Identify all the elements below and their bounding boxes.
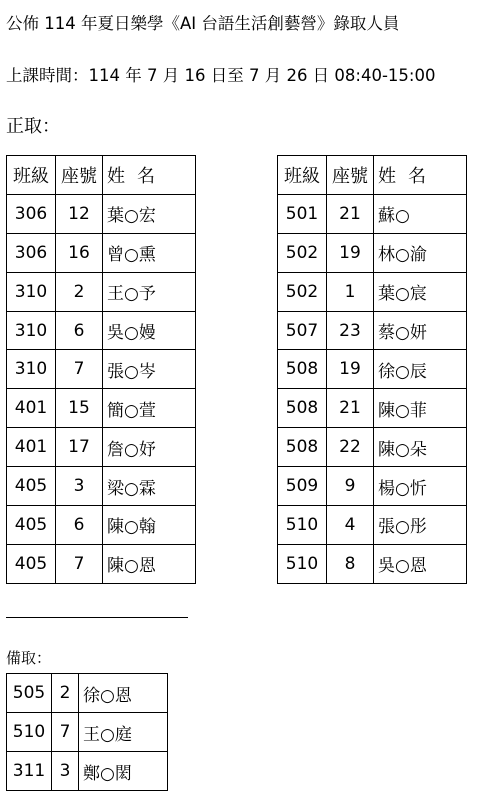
name-cell: 鄭○閎: [79, 752, 168, 791]
class-cell: 401: [7, 389, 56, 428]
name-cell: 陳○翰: [103, 506, 196, 545]
header-class: 班級: [7, 156, 56, 195]
name-cell: 徐○恩: [79, 674, 168, 713]
class-cell: 508: [278, 428, 327, 467]
accepted-table-left: [6, 155, 196, 584]
name-cell: 簡○萱: [103, 389, 196, 428]
seat-cell: 7: [56, 544, 103, 583]
class-cell: 501: [278, 194, 327, 233]
class-cell: 306: [7, 233, 56, 272]
table-row: [7, 194, 196, 233]
class-cell: 306: [7, 194, 56, 233]
name-cell: 陳○恩: [103, 544, 196, 583]
table-row: [7, 311, 196, 350]
seat-cell: 8: [327, 544, 374, 583]
class-cell: 508: [278, 389, 327, 428]
table-row: [278, 467, 467, 506]
seat-cell: 2: [56, 272, 103, 311]
accepted-label: 正取：: [6, 116, 60, 137]
class-cell: 401: [7, 428, 56, 467]
class-cell: 507: [278, 311, 327, 350]
table-row: [278, 544, 467, 583]
table-row: [7, 350, 196, 389]
table-row: [7, 389, 196, 428]
table-header-row: [278, 156, 467, 195]
table-row: [278, 428, 467, 467]
table-row: [278, 350, 467, 389]
table-row: [7, 506, 196, 545]
name-cell: 葉○宸: [374, 272, 467, 311]
seat-cell: 2: [52, 674, 79, 713]
seat-cell: 15: [56, 389, 103, 428]
table-row: [278, 272, 467, 311]
class-cell: 310: [7, 272, 56, 311]
waitlist-table: [6, 673, 168, 791]
name-cell: 葉○宏: [103, 194, 196, 233]
class-cell: 311: [7, 752, 52, 791]
name-cell: 曾○熏: [103, 233, 196, 272]
class-cell: 508: [278, 350, 327, 389]
seat-cell: 7: [56, 350, 103, 389]
divider: [6, 617, 188, 618]
seat-cell: 7: [52, 713, 79, 752]
class-cell: 405: [7, 467, 56, 506]
class-cell: 405: [7, 544, 56, 583]
seat-cell: 21: [327, 194, 374, 233]
seat-cell: 4: [327, 506, 374, 545]
name-cell: 梁○霖: [103, 467, 196, 506]
class-cell: 510: [278, 506, 327, 545]
header-class: 班級: [278, 156, 327, 195]
name-cell: 蘇○: [374, 194, 467, 233]
class-cell: 510: [278, 544, 327, 583]
accepted-table-right: [277, 155, 467, 584]
table-row: [7, 233, 196, 272]
class-cell: 405: [7, 506, 56, 545]
class-cell: 502: [278, 233, 327, 272]
table-header-row: [7, 156, 196, 195]
page-title: 公佈 114 年夏日樂學《AI 台語生活創藝營》錄取人員: [6, 14, 400, 33]
table-row: [7, 467, 196, 506]
seat-cell: 21: [327, 389, 374, 428]
name-cell: 陳○菲: [374, 389, 467, 428]
header-seat: 座號: [56, 156, 103, 195]
seat-cell: 16: [56, 233, 103, 272]
seat-cell: 22: [327, 428, 374, 467]
name-cell: 陳○朵: [374, 428, 467, 467]
name-cell: 張○彤: [374, 506, 467, 545]
table-row: [7, 752, 168, 791]
seat-cell: 9: [327, 467, 374, 506]
table-row: [278, 233, 467, 272]
table-row: [7, 272, 196, 311]
class-cell: 505: [7, 674, 52, 713]
class-cell: 310: [7, 311, 56, 350]
name-cell: 徐○辰: [374, 350, 467, 389]
class-cell: 510: [7, 713, 52, 752]
seat-cell: 6: [56, 311, 103, 350]
table-row: [278, 506, 467, 545]
header-seat: 座號: [327, 156, 374, 195]
table-row: [278, 194, 467, 233]
seat-cell: 3: [52, 752, 79, 791]
waitlist-label: 備取：: [6, 649, 52, 667]
header-name: 姓名: [374, 156, 467, 195]
seat-cell: 23: [327, 311, 374, 350]
name-cell: 林○渝: [374, 233, 467, 272]
name-cell: 王○庭: [79, 713, 168, 752]
name-cell: 楊○忻: [374, 467, 467, 506]
table-row: [278, 389, 467, 428]
table-row: [7, 674, 168, 713]
class-cell: 310: [7, 350, 56, 389]
table-row: [7, 428, 196, 467]
seat-cell: 6: [56, 506, 103, 545]
name-cell: 蔡○妍: [374, 311, 467, 350]
name-cell: 吳○恩: [374, 544, 467, 583]
seat-cell: 3: [56, 467, 103, 506]
name-cell: 王○予: [103, 272, 196, 311]
class-cell: 509: [278, 467, 327, 506]
table-row: [7, 713, 168, 752]
name-cell: 張○岑: [103, 350, 196, 389]
name-cell: 詹○妤: [103, 428, 196, 467]
class-cell: 502: [278, 272, 327, 311]
class-time: 上課時間：114 年 7 月 16 日至 7 月 26 日 08:40-15:00: [6, 66, 436, 85]
seat-cell: 17: [56, 428, 103, 467]
seat-cell: 1: [327, 272, 374, 311]
name-cell: 吳○嫚: [103, 311, 196, 350]
seat-cell: 12: [56, 194, 103, 233]
seat-cell: 19: [327, 350, 374, 389]
seat-cell: 19: [327, 233, 374, 272]
header-name: 姓名: [103, 156, 196, 195]
table-row: [278, 311, 467, 350]
table-row: [7, 544, 196, 583]
